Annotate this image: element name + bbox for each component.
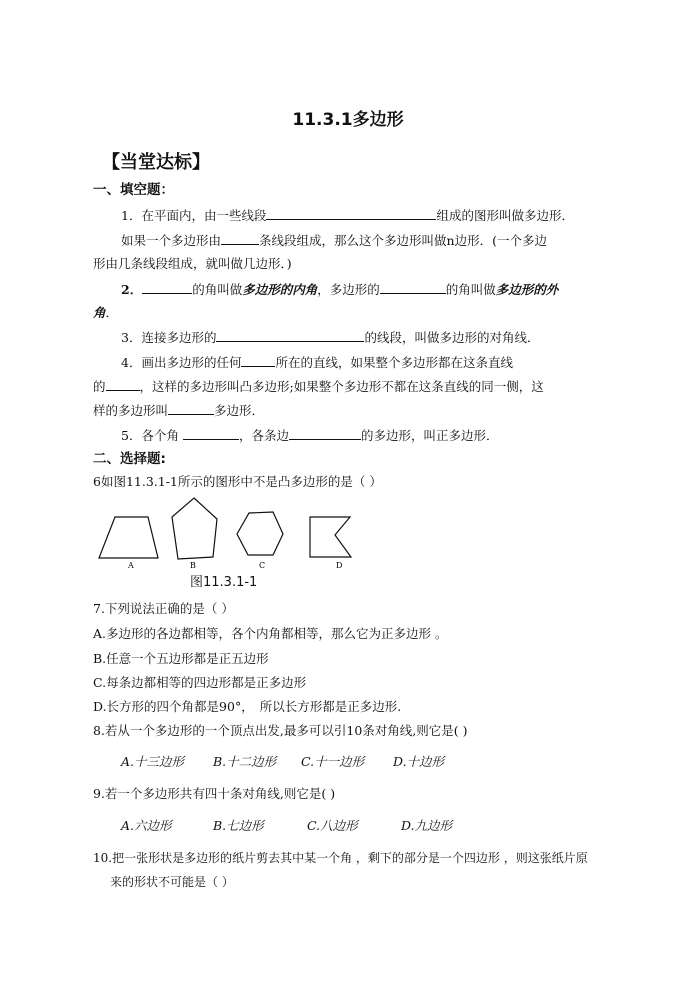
question-2-line-1 [121, 281, 558, 298]
q4-text-b: 所在的直线，如果整个多边形都在这条直线 [275, 355, 513, 370]
section-heading: 【当堂达标】 [102, 152, 210, 173]
q4-blank-1 [241, 354, 275, 367]
figure-label-b: B [190, 561, 196, 570]
q5-blank-1 [183, 427, 239, 440]
question-9: 9.若一个多边形共有四十条对角线,则它是( ) [93, 786, 336, 801]
question-10-line-1: 10.把一张形状是多边形的纸片剪去其中某一个角 ，剩下的部分是一个四边形 ，则这张纸片原 [93, 851, 588, 865]
q8-option-b: B.十二边形 [213, 754, 277, 769]
part1-heading: 一、填空题： [93, 182, 174, 198]
figure-d-concave [310, 517, 351, 557]
question-1-line-3: 形由几条线段组成，就叫做几边形．) [93, 256, 292, 271]
polygon-figure [90, 495, 360, 575]
q5-text-b: ，各条边 [238, 428, 289, 443]
q9-option-d: D.九边形 [401, 818, 453, 833]
part2-heading: 二、选择题: [93, 451, 166, 467]
question-7: 7.下列说法正确的是（ ） [93, 601, 234, 616]
q2-text-b: 的角叫做 [192, 282, 243, 297]
q4-blank-3 [168, 402, 214, 415]
q7-option-a: A.多边形的各边都相等，各个内角都相等，那么它为正多边形 。 [93, 626, 448, 641]
q8-options [121, 754, 444, 770]
figure-label-c: C [259, 561, 266, 570]
figure-b-pentagon [172, 498, 217, 559]
question-10-line-2: 来的形状不可能是（ ） [110, 875, 234, 889]
q9-option-c: C.八边形 [307, 818, 358, 833]
question-8: 8.若从一个多边形的一个顶点出发,最多可以引10条对角线,则它是( ) [93, 723, 468, 738]
question-2-line-2 [93, 305, 118, 321]
q4-text-a: 4．画出多边形的任何 [121, 355, 242, 370]
question-5 [121, 427, 498, 444]
q1-blank-1 [266, 207, 436, 220]
figure-a-trapezoid [99, 517, 158, 558]
q3-text-a: 3．连接多边形的 [121, 330, 217, 345]
figure-label-a: A [128, 561, 134, 570]
q2-term-exterior-angle: 多边形的外 [495, 282, 559, 297]
q7-option-c: C.每条边都相等的四边形都是正多边形 [93, 675, 307, 690]
question-1-line-2 [121, 232, 547, 249]
q2-term-interior-angle: 多边形的内角 [242, 282, 318, 297]
question-6: 6如图11.3.1-1所示的图形中不是凸多边形的是（ ） [93, 474, 382, 489]
q8-option-c: C.十一边形 [301, 754, 365, 769]
q1-text-b: 组成的图形叫做多边形． [436, 208, 574, 223]
question-4-line-3 [93, 402, 264, 419]
q9-option-b: B.七边形 [213, 818, 264, 833]
q5-text-c: 的多边形，叫正多边形． [360, 428, 499, 443]
q1-blank-2 [221, 232, 259, 245]
q3-text-b: 的线段，叫做多边形的对角线． [364, 330, 540, 345]
q5-text-a: 5．各个角 [121, 428, 179, 443]
q4-text-e: 样的多边形叫 [93, 403, 169, 418]
q2-blank-1 [142, 281, 192, 294]
question-4-line-1 [121, 354, 513, 371]
q8-option-d: D.十边形 [393, 754, 445, 769]
q7-option-d [93, 699, 401, 715]
q4-blank-2 [106, 378, 140, 391]
question-1-line-1 [121, 207, 574, 224]
q8-option-a: A.十三边形 [121, 754, 185, 769]
figure-label-d: D [336, 561, 343, 570]
q4-text-f: 多边形． [214, 403, 265, 418]
q1-text-a: 1．在平面内，由一些线段 [121, 208, 267, 223]
q2-text-e: 的角叫做 [445, 282, 496, 297]
q2-blank-2 [380, 281, 446, 294]
q4-text-d: ，这样的多边形叫凸多边形;如果整个多边形不都在这条直线的同一侧，这 [139, 379, 544, 394]
q7-option-b: B.任意一个五边形都是正五边形 [93, 651, 269, 666]
q7-option-d-text-b: 所以长方形都是正多边形. [259, 699, 402, 714]
q5-blank-2 [289, 427, 361, 440]
question-3 [121, 329, 539, 346]
q2-text-a: 2． [121, 282, 143, 297]
page-title: 11.3.1多边形 [292, 110, 404, 130]
figure-caption: 图11.3.1-1 [190, 575, 258, 590]
q2-text-d: ，多边形的 [317, 282, 380, 297]
q2-period: ． [105, 305, 119, 320]
q9-option-a: A.六边形 [121, 818, 172, 833]
q3-blank [216, 329, 364, 342]
q1-text-c: 如果一个多边形由 [121, 233, 222, 248]
q7-option-d-text-a: D.长方形的四个角都是90°， [93, 699, 254, 714]
q9-options [121, 818, 452, 834]
question-4-line-2 [93, 378, 544, 395]
figure-c-hexagon [237, 512, 283, 555]
q4-text-c: 的 [93, 379, 106, 394]
q1-text-d: 条线段组成，那么这个多边形叫做n边形．(一个多边 [259, 233, 547, 248]
q2-term-angle: 角 [93, 305, 106, 320]
